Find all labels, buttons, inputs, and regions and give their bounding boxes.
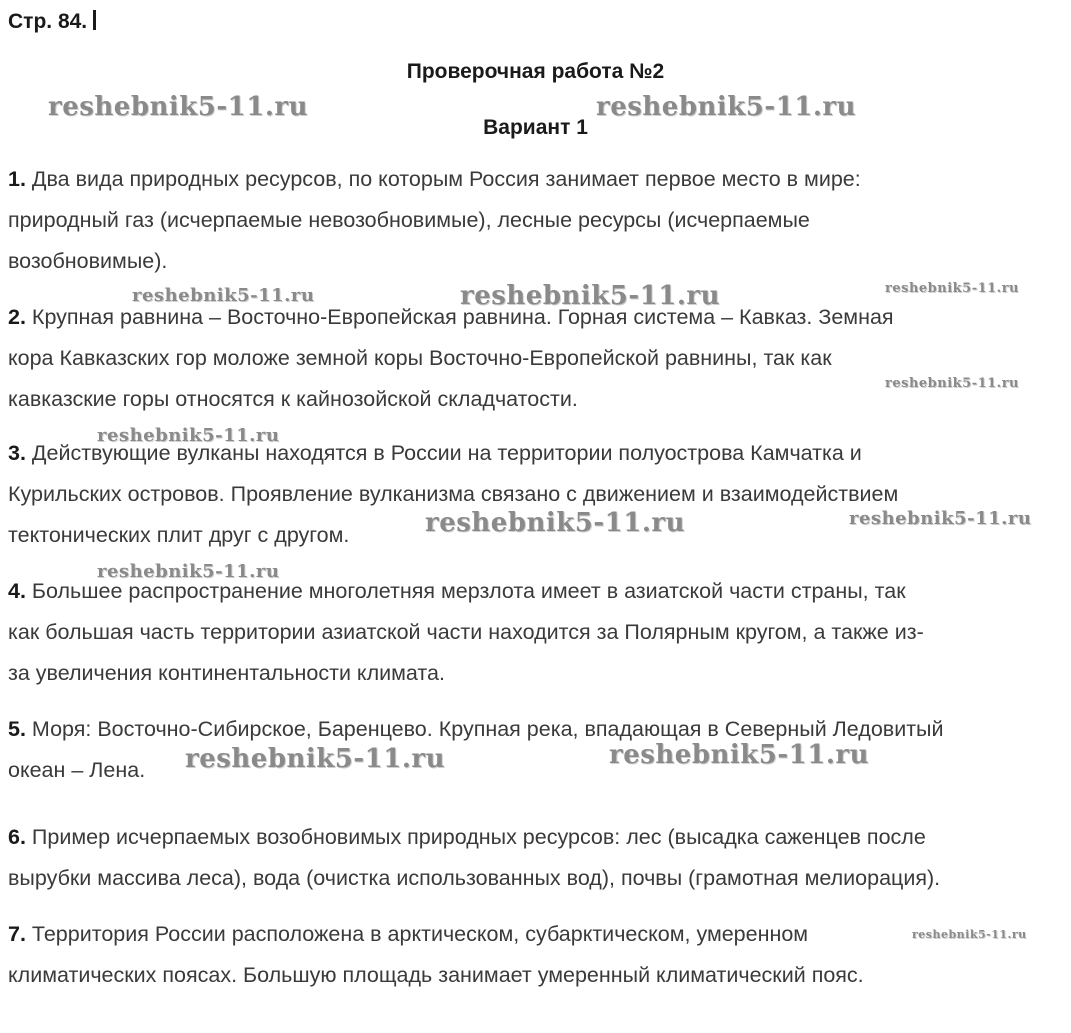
answer-number: 7. [8,922,26,946]
answer-number: 6. [8,825,26,849]
answer-4 [8,571,1066,694]
answer-text: Курильских островов. Проявление вулканизма связано с движением и взаимодействием [8,482,899,506]
answer-6 [8,817,1066,899]
page-label [8,10,96,34]
watermark: reshebnik5-11.ru [912,928,1027,941]
watermark: reshebnik5-11.ru [185,744,446,774]
answer-number: 1. [8,167,26,191]
answer-2 [8,297,1066,420]
answer-number: 2. [8,305,26,329]
page-label-text: Стр. 84. [8,10,88,33]
answer-text: Моря: Восточно-Сибирское, Баренцево. Крупная река, впадающая в Северный Ледовитый [31,717,944,741]
answer-text: вырубки массива леса), вода (очистка использованных вод), почвы (грамотная мелиорация). [8,866,941,890]
watermark: reshebnik5-11.ru [596,92,857,122]
watermark: reshebnik5-11.ru [460,281,721,311]
answer-text: Крупная равнина – Восточно-Европейская равнина. Горная система – Кавказ. Земная [31,305,894,329]
watermark: reshebnik5-11.ru [425,508,686,538]
variant-title: Вариант 1 [483,116,588,139]
answer-text: климатических поясах. Большую площадь занимает умеренный климатический пояс. [8,963,864,987]
answer-text: Действующие вулканы находятся в России на территории полуострова Камчатка и [31,441,862,465]
watermark: reshebnik5-11.ru [885,281,1020,296]
watermark: reshebnik5-11.ru [849,508,1032,529]
answer-text: кора Кавказских гор моложе земной коры Восточно-Европейской равнины, так как [8,346,832,370]
answer-text: Большее распространение многолетняя мерзлота имеет в азиатской части страны, так [31,579,906,603]
answer-text: природный газ (исчерпаемые невозобновимые), лесные ресурсы (исчерпаемые [8,208,810,232]
watermark: reshebnik5-11.ru [885,376,1020,391]
answer-number: 4. [8,579,26,603]
watermark: reshebnik5-11.ru [609,740,870,770]
answer-7 [8,914,1066,996]
answer-1 [8,159,1066,282]
answer-text: возобновимые). [8,249,168,273]
answer-text: за увеличения континентальности климата. [8,661,445,685]
answer-text: Территория России расположена в арктическом, субарктическом, умеренном [31,922,809,946]
answer-number: 3. [8,441,26,465]
watermark: reshebnik5-11.ru [48,92,309,122]
page-title: Проверочная работа №2 [406,60,665,83]
answer-text: Пример исчерпаемых возобновимых природных ресурсов: лес (высадка саженцев после [31,825,926,849]
answer-text: океан – Лена. [8,758,146,782]
answer-text: тектонических плит друг с другом. [8,523,350,547]
answer-text: как большая часть территории азиатской части находится за Полярным кругом, а также из- [8,620,924,644]
answer-text: кавказские горы относятся к кайнозойской складчатости. [8,387,578,411]
watermark: reshebnik5-11.ru [97,561,280,582]
answer-5 [8,709,1066,791]
page-mark [93,10,96,30]
answer-number: 5. [8,717,26,741]
answer-text: Два вида природных ресурсов, по которым Россия занимает первое место в мире: [31,167,861,191]
watermark: reshebnik5-11.ru [132,285,315,306]
watermark: reshebnik5-11.ru [97,425,280,446]
